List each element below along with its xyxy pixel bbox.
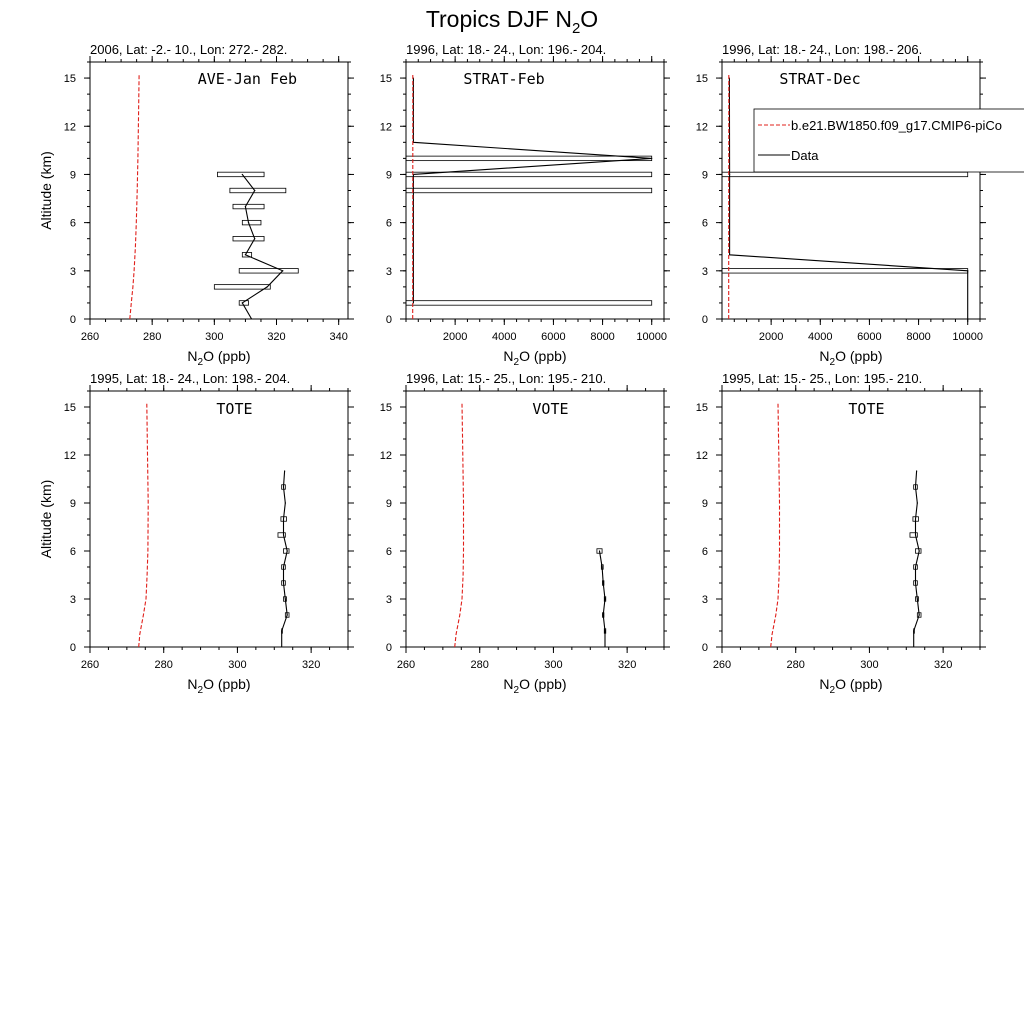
x-tick-label: 260 bbox=[80, 659, 100, 671]
panel-data-area bbox=[139, 404, 289, 648]
y-tick-label: 15 bbox=[379, 73, 392, 86]
legend bbox=[754, 109, 1024, 172]
obs-range-box bbox=[239, 269, 298, 273]
panel-6 bbox=[696, 371, 986, 696]
x-tick-label: 4000 bbox=[808, 331, 833, 343]
figure-title-suffix: O bbox=[580, 6, 599, 32]
x-tick-label: 6000 bbox=[541, 331, 566, 343]
x-axis-label-subscript: 2 bbox=[197, 685, 204, 696]
x-axis-label-suffix: O (ppb) bbox=[835, 348, 883, 364]
x-axis-label-prefix: N bbox=[819, 348, 830, 364]
y-tick-label: 9 bbox=[701, 498, 708, 510]
x-tick-label: 280 bbox=[470, 659, 489, 671]
x-tick-label: 8000 bbox=[590, 331, 615, 343]
obs-range-box bbox=[230, 188, 286, 192]
obs-mean-point bbox=[913, 630, 914, 631]
panel-title: 1996, Lat: 18.- 24., Lon: 198.- 206. bbox=[722, 42, 923, 57]
x-tick-label: 6000 bbox=[857, 331, 882, 343]
y-tick-label: 6 bbox=[385, 546, 392, 558]
obs-mean-point bbox=[601, 566, 602, 567]
obs-mean-point bbox=[915, 582, 916, 583]
y-tick-label: 6 bbox=[701, 546, 708, 558]
campaign-label: TOTE bbox=[216, 400, 253, 418]
obs-mean-point bbox=[604, 630, 605, 631]
obs-mean-point bbox=[283, 486, 284, 487]
x-axis-label-suffix: O (ppb) bbox=[203, 676, 251, 692]
obs-mean-point bbox=[915, 566, 916, 567]
x-axis-label-suffix: O (ppb) bbox=[203, 348, 251, 364]
obs-mean-point bbox=[603, 614, 604, 615]
campaign-label: AVE-Jan Feb bbox=[197, 70, 298, 88]
obs-mean-point bbox=[254, 238, 255, 239]
obs-mean-point bbox=[282, 270, 283, 271]
obs-mean-point bbox=[242, 302, 243, 303]
model-profile-line bbox=[139, 404, 149, 647]
panel-title: 1995, Lat: 18.- 24., Lon: 198.- 204. bbox=[90, 371, 291, 386]
y-tick-label: 15 bbox=[379, 402, 392, 414]
panel-data-area bbox=[406, 75, 652, 319]
panel-1 bbox=[38, 42, 354, 368]
y-tick-label: 6 bbox=[69, 546, 76, 558]
campaign-label: TOTE bbox=[848, 400, 885, 418]
obs-mean-point bbox=[287, 614, 288, 615]
obs-range-box bbox=[916, 549, 922, 553]
x-axis-label-subscript: 2 bbox=[197, 357, 204, 368]
y-tick-label: 12 bbox=[379, 121, 392, 134]
y-tick-label: 6 bbox=[69, 217, 76, 230]
model-profile-line bbox=[455, 404, 464, 647]
obs-range-box bbox=[406, 156, 652, 160]
y-tick-label: 3 bbox=[69, 265, 76, 278]
x-axis-label-subscript: 2 bbox=[829, 357, 836, 368]
x-axis-label-subscript: 2 bbox=[513, 685, 520, 696]
panel-data-area bbox=[130, 75, 298, 320]
x-tick-label: 300 bbox=[860, 659, 879, 671]
obs-mean-point bbox=[283, 518, 284, 519]
y-tick-label: 12 bbox=[63, 121, 76, 134]
figure-title-subscript: 2 bbox=[571, 20, 581, 37]
y-tick-label: 15 bbox=[695, 402, 708, 414]
campaign-label: VOTE bbox=[532, 400, 569, 418]
x-axis-label bbox=[503, 348, 566, 368]
obs-range-box bbox=[722, 172, 968, 176]
x-axis-label bbox=[819, 348, 882, 368]
panel-5 bbox=[380, 371, 670, 696]
plot-frame bbox=[406, 62, 664, 319]
y-tick-label: 3 bbox=[385, 594, 392, 606]
obs-mean-line bbox=[914, 471, 920, 647]
x-axis-label-subscript: 2 bbox=[829, 685, 836, 696]
obs-mean-point bbox=[604, 598, 605, 599]
campaign-label: STRAT-Feb bbox=[463, 70, 545, 88]
obs-mean-point bbox=[916, 470, 917, 471]
x-tick-label: 320 bbox=[267, 331, 286, 343]
obs-mean-point bbox=[287, 550, 288, 551]
panel-data-area bbox=[455, 404, 606, 648]
obs-mean-point bbox=[915, 486, 916, 487]
y-tick-label: 0 bbox=[701, 314, 708, 326]
y-tick-label: 9 bbox=[69, 169, 76, 182]
x-axis-label-subscript: 2 bbox=[513, 357, 520, 368]
y-tick-label: 3 bbox=[69, 594, 76, 606]
panel-data-area bbox=[771, 404, 921, 648]
y-axis-label: Altitude (km) bbox=[38, 151, 54, 230]
x-tick-label: 8000 bbox=[906, 331, 931, 343]
y-tick-label: 15 bbox=[63, 402, 76, 414]
obs-mean-point bbox=[915, 518, 916, 519]
panel-title: 2006, Lat: -2.- 10., Lon: 272.- 282. bbox=[90, 42, 288, 57]
y-tick-label: 15 bbox=[63, 73, 76, 86]
obs-range-box bbox=[214, 285, 270, 289]
y-tick-label: 6 bbox=[701, 217, 708, 230]
x-tick-label: 260 bbox=[712, 659, 732, 671]
plot-frame bbox=[722, 62, 980, 319]
obs-range-box bbox=[406, 188, 652, 192]
y-tick-label: 6 bbox=[385, 217, 392, 230]
legend-label: Data bbox=[791, 148, 819, 163]
x-tick-label: 320 bbox=[617, 659, 637, 671]
obs-range-box bbox=[406, 301, 652, 305]
obs-range-box bbox=[233, 236, 264, 240]
obs-mean-point bbox=[919, 550, 920, 551]
obs-mean-point bbox=[603, 582, 604, 583]
obs-mean-point bbox=[254, 190, 255, 191]
y-tick-label: 3 bbox=[385, 265, 392, 278]
obs-mean-line bbox=[242, 174, 282, 319]
panel-title: 1996, Lat: 15.- 25., Lon: 195.- 210. bbox=[406, 371, 607, 386]
x-tick-label: 10000 bbox=[952, 331, 984, 343]
obs-range-box bbox=[217, 172, 264, 176]
x-tick-label: 300 bbox=[205, 331, 224, 343]
obs-range-box bbox=[242, 220, 261, 224]
x-tick-label: 4000 bbox=[492, 331, 517, 343]
obs-mean-line bbox=[413, 78, 651, 303]
y-tick-label: 9 bbox=[385, 498, 392, 510]
campaign-label: STRAT-Dec bbox=[779, 70, 861, 88]
y-tick-label: 12 bbox=[695, 121, 708, 134]
figure-title bbox=[426, 6, 598, 37]
plot-frame bbox=[722, 391, 980, 647]
obs-mean-point bbox=[285, 502, 286, 503]
y-tick-label: 0 bbox=[385, 642, 392, 654]
obs-mean-point bbox=[919, 614, 920, 615]
x-axis-label-suffix: O (ppb) bbox=[519, 348, 567, 364]
obs-mean-point bbox=[267, 286, 268, 287]
plot-frame bbox=[90, 391, 348, 647]
obs-mean-point bbox=[242, 174, 243, 175]
obs-mean-point bbox=[245, 206, 246, 207]
y-tick-label: 0 bbox=[69, 642, 76, 654]
panel-title: 1995, Lat: 15.- 25., Lon: 195.- 210. bbox=[722, 371, 923, 386]
x-tick-label: 10000 bbox=[636, 331, 668, 343]
plot-frame bbox=[406, 391, 664, 647]
x-tick-label: 300 bbox=[544, 659, 563, 671]
x-tick-label: 2000 bbox=[758, 331, 784, 343]
y-tick-label: 3 bbox=[701, 594, 708, 606]
x-tick-label: 300 bbox=[228, 659, 247, 671]
plot-frame bbox=[90, 62, 348, 319]
x-axis-label-prefix: N bbox=[503, 348, 514, 364]
obs-mean-point bbox=[917, 502, 918, 503]
x-tick-label: 280 bbox=[142, 331, 162, 343]
x-tick-label: 2000 bbox=[442, 331, 468, 343]
panel-3 bbox=[696, 42, 986, 368]
obs-range-box bbox=[284, 549, 290, 553]
x-axis-label bbox=[187, 348, 250, 368]
y-axis-label: Altitude (km) bbox=[38, 479, 54, 559]
obs-mean-point bbox=[248, 222, 249, 223]
y-tick-label: 9 bbox=[385, 169, 392, 182]
y-tick-label: 12 bbox=[63, 450, 76, 462]
y-tick-label: 15 bbox=[695, 73, 708, 86]
x-tick-label: 280 bbox=[154, 659, 173, 671]
obs-mean-point bbox=[915, 534, 916, 535]
x-axis-label-suffix: O (ppb) bbox=[835, 676, 883, 692]
model-profile-line bbox=[771, 404, 780, 647]
y-tick-label: 0 bbox=[385, 314, 392, 326]
legend-label: b.e21.BW1850.f09_g17.CMIP6-piCo bbox=[791, 118, 1003, 133]
obs-mean-point bbox=[651, 158, 652, 159]
obs-mean-point bbox=[599, 550, 600, 551]
x-tick-label: 320 bbox=[933, 659, 953, 671]
y-tick-label: 0 bbox=[701, 642, 708, 654]
obs-mean-point bbox=[284, 470, 285, 471]
obs-mean-point bbox=[283, 534, 284, 535]
x-tick-label: 320 bbox=[301, 659, 321, 671]
x-axis-label bbox=[503, 676, 566, 696]
y-tick-label: 12 bbox=[695, 450, 708, 462]
obs-mean-point bbox=[917, 598, 918, 599]
x-axis-label-suffix: O (ppb) bbox=[519, 676, 567, 692]
y-tick-label: 9 bbox=[69, 498, 76, 510]
figure-title-prefix: Tropics DJF N bbox=[425, 6, 572, 32]
model-profile-line bbox=[130, 75, 139, 319]
obs-mean-point bbox=[967, 270, 968, 271]
panel-title: 1996, Lat: 18.- 24., Lon: 196.- 204. bbox=[406, 42, 607, 57]
obs-range-box bbox=[233, 204, 264, 208]
obs-mean-point bbox=[281, 630, 282, 631]
x-axis-label-prefix: N bbox=[187, 348, 198, 364]
y-tick-label: 0 bbox=[69, 314, 76, 326]
y-tick-label: 12 bbox=[379, 450, 392, 462]
y-tick-label: 9 bbox=[701, 169, 708, 182]
x-tick-label: 260 bbox=[396, 659, 416, 671]
x-axis-label bbox=[187, 676, 250, 696]
x-axis-label-prefix: N bbox=[187, 676, 198, 692]
x-tick-label: 340 bbox=[329, 331, 348, 343]
x-axis-label-prefix: N bbox=[819, 676, 830, 692]
x-axis-label-prefix: N bbox=[503, 676, 514, 692]
obs-mean-point bbox=[245, 254, 246, 255]
obs-mean-point bbox=[283, 566, 284, 567]
y-tick-label: 3 bbox=[701, 265, 708, 278]
obs-mean-line bbox=[282, 471, 288, 647]
obs-mean-point bbox=[283, 582, 284, 583]
x-axis-label bbox=[819, 676, 882, 696]
obs-mean-point bbox=[285, 598, 286, 599]
panel-4 bbox=[38, 371, 354, 696]
panel-2 bbox=[380, 42, 670, 368]
obs-range-box bbox=[722, 269, 968, 273]
x-tick-label: 260 bbox=[80, 331, 100, 343]
x-tick-label: 280 bbox=[786, 659, 805, 671]
